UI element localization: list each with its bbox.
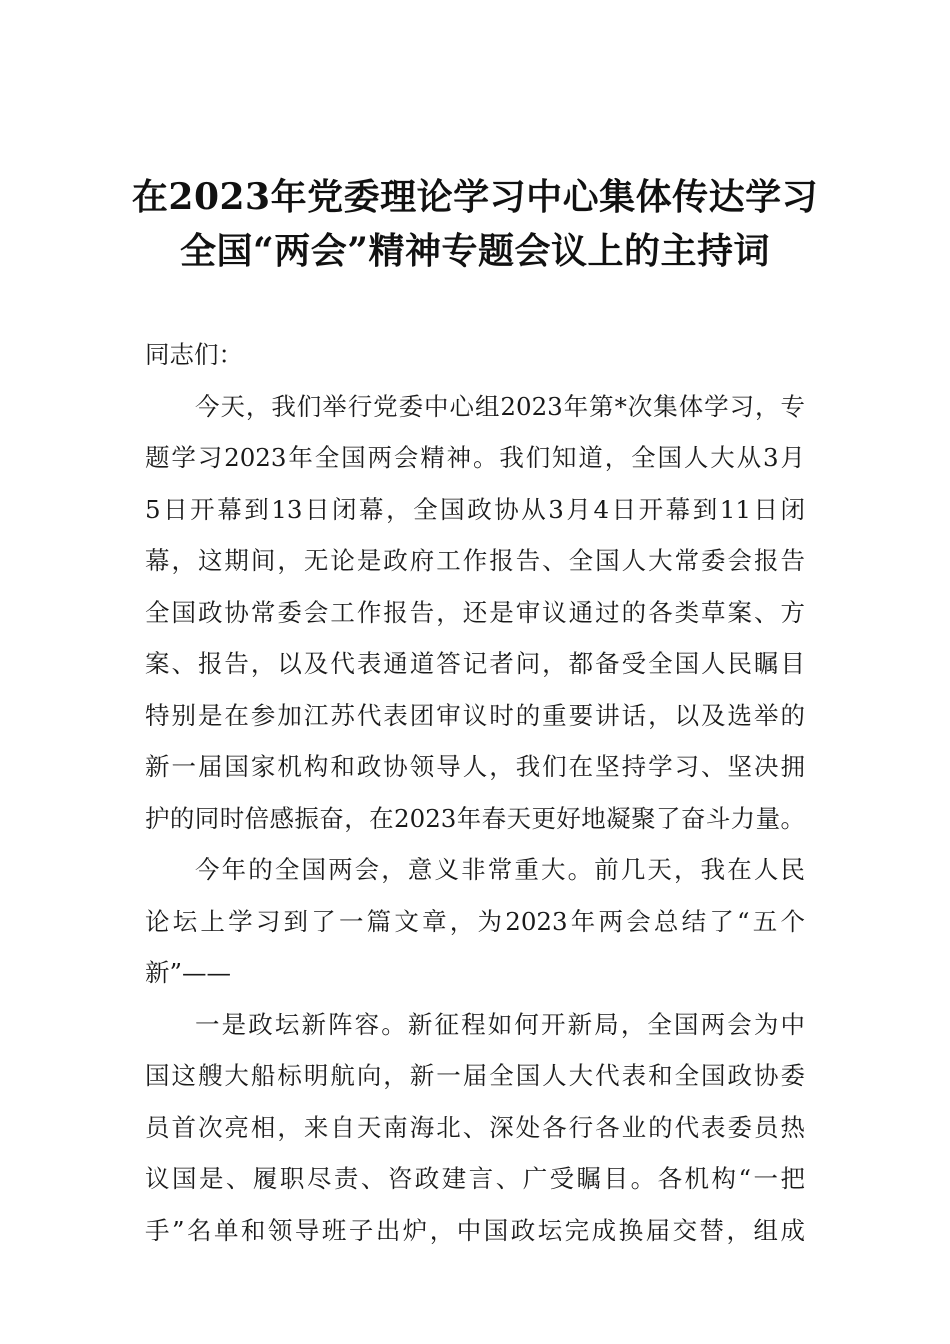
paragraph-2-line-2: 论坛上学习到了一篇文章，为2023年两会总结了“五个 xyxy=(145,906,805,936)
paragraph-1-line-6: 案、报告，以及代表通道答记者问，都备受全国人民瞩目 xyxy=(145,649,805,678)
salutation: 同志们： xyxy=(145,340,243,369)
document-body xyxy=(145,329,805,1256)
title-line-2: 全国“两会”精神专题会议上的主持词 xyxy=(180,230,770,272)
paragraph-1-line-9: 护的同时倍感振奋，在2023年春天更好地凝聚了奋斗力量。 xyxy=(145,803,805,833)
paragraph-1-line-1: 今天，我们举行党委中心组2023年第*次集体学习，专 xyxy=(195,391,805,421)
paragraph-3-line-5: 手”名单和领导班子出炉，中国政坛完成换届交替，组成 xyxy=(145,1215,805,1245)
paragraph-1-line-7: 特别是在参加江苏代表团审议时的重要讲话，以及选举的 xyxy=(145,700,805,730)
paragraph-1-line-8: 新一届国家机构和政协领导人，我们在坚持学习、坚决拥 xyxy=(145,752,805,781)
paragraph-1-line-4: 幕，这期间，无论是政府工作报告、全国人大常委会报告 xyxy=(145,546,805,575)
paragraph-3-line-2: 国这艘大船标明航向，新一届全国人大代表和全国政协委 xyxy=(145,1061,805,1090)
paragraph-3-line-4: 议国是、履职尽责、咨政建言、广受瞩目。各机构“一把 xyxy=(145,1164,805,1193)
document-title xyxy=(100,170,850,278)
paragraph-1-line-3: 5日开幕到13日闭幕，全国政协从3月4日开幕到11日闭 xyxy=(145,494,805,524)
paragraph-1-line-5: 全国政协常委会工作报告，还是审议通过的各类草案、方 xyxy=(145,597,805,627)
paragraph-3-line-1: 一是政坛新阵容。新征程如何开新局，全国两会为中 xyxy=(195,1009,805,1039)
paragraph-1-line-2: 题学习2023年全国两会精神。我们知道，全国人大从3月 xyxy=(145,443,805,472)
paragraph-2-line-3: 新”—— xyxy=(145,958,232,987)
paragraph-3-line-3: 员首次亮相，来自天南海北、深处各行各业的代表委员热 xyxy=(145,1112,805,1142)
paragraph-2-line-1: 今年的全国两会，意义非常重大。前几天，我在人民 xyxy=(195,855,805,884)
title-line-1: 在2023年党委理论学习中心集体传达学习 xyxy=(131,176,819,218)
